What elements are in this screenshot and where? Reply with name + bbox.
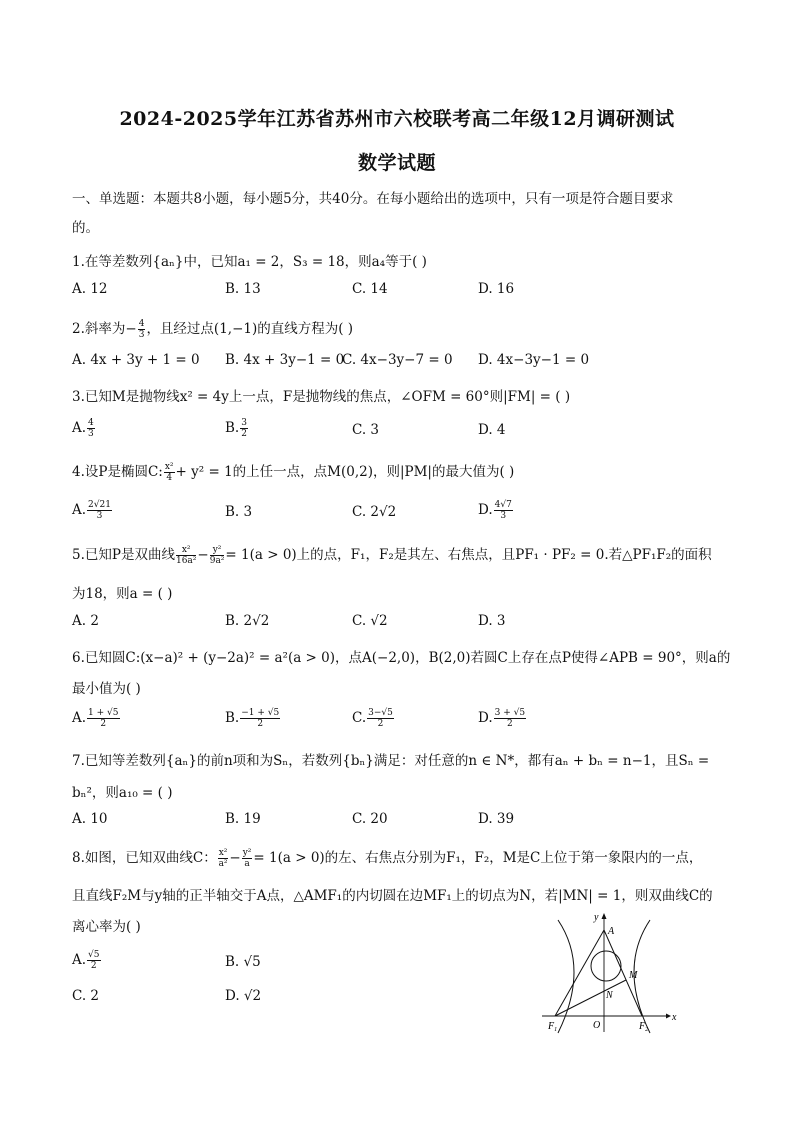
option-c: C. 2 — [72, 988, 100, 1004]
fraction: $\frac{\text{x²}}{\text{16a²}}$ — [175, 545, 197, 566]
incircle — [591, 951, 621, 981]
option-d: D. $\frac{3 + √5}{2}$ — [478, 708, 526, 729]
option-a: A. 2 — [72, 613, 99, 629]
option-b: B. 2√2 — [225, 613, 270, 629]
question-5-options — [72, 613, 632, 633]
question-5-text: 5.已知P是双曲线 $\frac{\text{x²}}{\text{16a²}}$ − $\frac{\text{y²}}{\text{9a²}}$ = 1(a > 0)上的点，F₁，F₂是其左、右焦点，且PF₁ · PF₂ = 0.若△PF₁F₂的面积 — [72, 545, 712, 566]
label-x: x — [672, 1012, 677, 1023]
option-a: A. $\frac{4}{3}$ — [72, 418, 94, 439]
label-o: O — [593, 1020, 601, 1031]
fraction: $\frac{\text{y²}}{a}$ — [242, 848, 252, 869]
option-d: D. 3 — [478, 613, 506, 629]
option-d: D. $\frac{4√7}{3}$ — [478, 500, 512, 521]
question-2-text: 2.斜率为− $\frac{4}{3}$ ，且经过点(1,−1)的直线方程为( ) — [72, 319, 354, 340]
option-b: B. 19 — [225, 811, 261, 827]
option-b: B. 4x + 3y−1 = 0 — [225, 352, 345, 368]
section-instructions-line1: 一、单选题：本题共8小题，每小题5分，共40分。在每小题给出的选项中，只有一项是符合题目要求 — [72, 191, 674, 207]
option-a: A. 4x + 3y + 1 = 0 — [72, 352, 200, 368]
option-d: D. 4 — [478, 422, 506, 438]
section-instructions-line2: 的。 — [72, 220, 99, 236]
option-d: D. 4x−3y−1 = 0 — [478, 352, 590, 368]
question-7-text-line2: bₙ²，则a₁₀ = ( ) — [72, 785, 173, 801]
fraction: $\frac{\text{y²}}{\text{9a²}}$ — [209, 545, 225, 566]
question-6-text-line2: 最小值为( ) — [72, 681, 141, 697]
question-8-text-line3: 离心率为( ) — [72, 919, 141, 935]
page-title: 2024-2025学年江苏省苏州市六校联考高二年级12月调研测试 — [119, 108, 675, 130]
label-f1: $F_1$ — [548, 1021, 558, 1033]
label-m: M — [629, 970, 638, 981]
fraction: $\frac{4}{3}$ — [138, 319, 145, 340]
question-1-options — [72, 281, 632, 301]
question-2-options — [72, 352, 632, 372]
option-b: B. $\frac{-1 + √5}{2}$ — [225, 708, 280, 729]
question-4-text: 4.设P是椭圆C: $\frac{\text{x²}}{4}$ + y² = 1的上任一点，点M(0,2)，则|PM|的最大值为( ) — [72, 462, 515, 483]
option-c: C. 20 — [352, 811, 388, 827]
question-7-text: 7.已知等差数列{aₙ}的前n项和为Sₙ，若数列{bₙ}满足：对任意的n ∈ N*，都有aₙ + bₙ = n−1，且Sₙ = — [72, 753, 710, 769]
option-b: B. $\frac{3}{2}$ — [225, 418, 247, 439]
option-b: B. √5 — [225, 954, 261, 970]
question-1-text: 1.在等差数列{aₙ}中，已知a₁ = 2，S₃ = 18，则a₄等于( ) — [72, 254, 427, 270]
option-a: A. $\frac{1 + √5}{2}$ — [72, 708, 119, 729]
question-3-options — [72, 418, 632, 438]
option-b: B. 3 — [225, 504, 253, 520]
hyperbola-figure — [538, 908, 688, 1036]
option-a: A. $\frac{2√21}{3}$ — [72, 500, 111, 521]
option-c: C. 4x−3y−7 = 0 — [342, 352, 453, 368]
page-subtitle: 数学试题 — [357, 152, 436, 174]
option-d: D. √2 — [225, 988, 262, 1004]
question-7-options — [72, 811, 632, 831]
option-c: C. √2 — [352, 613, 388, 629]
option-c: C. 14 — [352, 281, 388, 297]
option-a: A. $\frac{√5}{2}$ — [72, 950, 100, 971]
label-a: A — [608, 926, 615, 937]
option-d: D. 39 — [478, 811, 515, 827]
fraction: $\frac{\text{x²}}{\text{a²}}$ — [218, 848, 228, 869]
option-d: D. 16 — [478, 281, 515, 297]
label-f2: $F_2$ — [639, 1021, 649, 1033]
option-a: A. 12 — [72, 281, 108, 297]
fraction: $\frac{\text{x²}}{4}$ — [164, 462, 174, 483]
question-8-text: 8.如图，已知双曲线C： $\frac{\text{x²}}{\text{a²}}$ − $\frac{\text{y²}}{a}$ = 1(a > 0)的左、右焦点分别为F₁，F₂，M是C上位于第一象限内的一点， — [72, 848, 703, 869]
option-b: B. 13 — [225, 281, 261, 297]
label-n: N — [606, 990, 613, 1001]
option-c: C. $\frac{3-√5}{2}$ — [352, 708, 393, 729]
question-3-text: 3.已知M是抛物线x² = 4y上一点，F是抛物线的焦点，∠OFM = 60°则|FM| = ( ) — [72, 389, 571, 405]
question-4-options — [72, 500, 632, 520]
x-axis-arrow — [666, 1014, 671, 1019]
label-y: y — [594, 912, 599, 923]
question-6-text: 6.已知圆C:(x−a)² + (y−2a)² = a²(a > 0)，点A(−2,0)，B(2,0)若圆C上存在点P使得∠APB = 90°，则a的 — [72, 650, 731, 666]
question-8-text-line2: 且直线F₂M与y轴的正半轴交于A点，△AMF₁的内切圆在边MF₁上的切点为N，若|MN| = 1，则双曲线C的 — [72, 888, 713, 904]
question-6-options — [72, 708, 632, 728]
option-a: A. 10 — [72, 811, 108, 827]
question-5-text-line2: 为18，则a = ( ) — [72, 586, 173, 602]
y-axis-arrow — [602, 913, 607, 919]
option-c: C. 3 — [352, 422, 380, 438]
option-c: C. 2√2 — [352, 504, 397, 520]
